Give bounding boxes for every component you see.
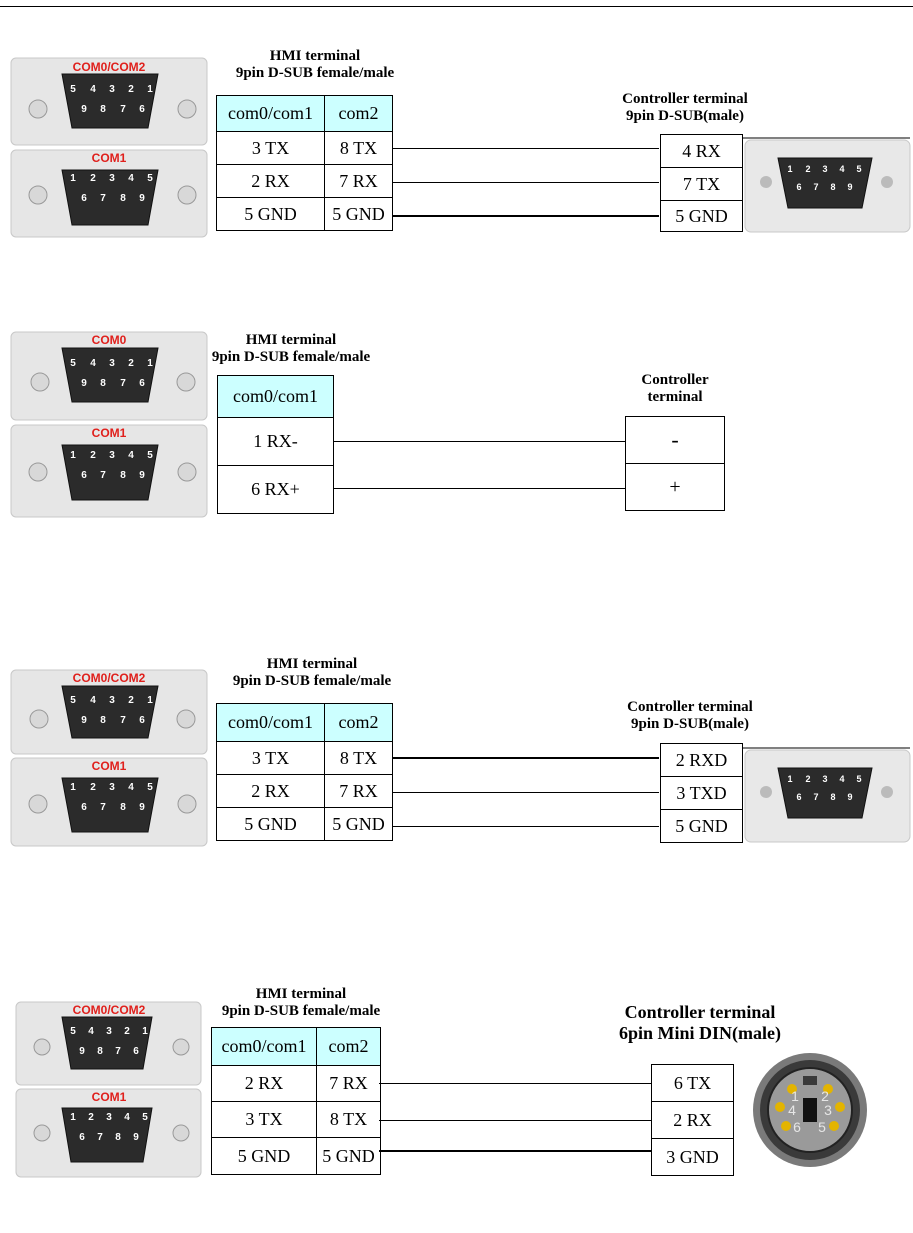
table-cell: 2 RX (652, 1102, 734, 1139)
table-cell: 5 GND (325, 808, 393, 841)
port-label-com0-com2: COM0/COM2 (72, 671, 146, 685)
pin-label: 6 (79, 1132, 85, 1143)
pin-label: 9 (847, 792, 853, 802)
column-header: com0/com1 (212, 1028, 317, 1066)
table-cell: 3 TX (212, 1102, 317, 1138)
hmi-terminal-title (207, 656, 417, 690)
pin-label: 8 (97, 1046, 103, 1057)
pin-label: 8 (100, 104, 106, 115)
column-header: com0/com1 (217, 96, 325, 132)
pin-label: 6 (81, 193, 87, 204)
hmi-pin-table (216, 703, 393, 841)
mini-din-connector (753, 1053, 867, 1167)
pin-label: 4 (128, 782, 134, 793)
wire (393, 826, 659, 827)
pin-label: 5 (856, 164, 862, 174)
table-cell: 7 TX (661, 168, 743, 201)
wiring-diagram-2 (0, 320, 913, 530)
pin-label: 2 (90, 173, 96, 184)
pin-label: 7 (100, 802, 106, 813)
pin-label: 2 (128, 84, 134, 95)
pin-label: 4 (88, 1026, 94, 1037)
pin-label: 2 (128, 695, 134, 706)
title-line: Controller terminal (622, 91, 748, 107)
table-cell: 7 RX (317, 1066, 381, 1102)
wiring-diagram-3 (0, 650, 913, 860)
pin-label: 2 (805, 774, 811, 784)
pin-label: 3 (109, 173, 115, 184)
pin-label: 7 (115, 1046, 121, 1057)
port-label-com0: COM0 (91, 333, 127, 347)
pin-label: 7 (100, 193, 106, 204)
pin-label: 4 (839, 774, 845, 784)
pin-label: 9 (79, 1046, 85, 1057)
title-line: 9pin D-SUB female/male (232, 673, 392, 689)
pin-label: 2 (128, 358, 134, 369)
pin-label: 2 (90, 782, 96, 793)
wire (333, 488, 625, 489)
port-label-com1: COM1 (91, 151, 127, 165)
wire (393, 792, 659, 793)
table-cell: 5 GND (317, 1138, 381, 1175)
controller-pin-table (660, 134, 743, 232)
wire (393, 182, 659, 183)
table-cell: 6 TX (652, 1065, 734, 1102)
table-cell: + (626, 464, 725, 511)
table-cell: 2 RX (212, 1066, 317, 1102)
controller-terminal-title (600, 91, 770, 125)
table-cell: 5 GND (212, 1138, 317, 1175)
hmi-connector-pair (0, 0, 913, 250)
pin-label: 9 (81, 378, 87, 389)
table-cell: 4 RX (661, 135, 743, 168)
table-cell: 8 TX (317, 1102, 381, 1138)
pin-label: 1 (787, 774, 793, 784)
pin-label: 8 (100, 715, 106, 726)
pin-label: 1 (787, 164, 793, 174)
pin-label: 6 (81, 802, 87, 813)
pin-label: 8 (115, 1132, 121, 1143)
table-cell: 5 GND (217, 808, 325, 841)
column-header: com2 (325, 704, 393, 742)
pin-label: 7 (120, 104, 126, 115)
column-header: com2 (317, 1028, 381, 1066)
controller-pin-table (625, 416, 725, 511)
pin-label: 4 (90, 84, 96, 95)
pin-label: 3 (822, 774, 828, 784)
title-line: HMI terminal (255, 986, 347, 1002)
pin-label: 6 (81, 470, 87, 481)
pin-label: 3 (109, 782, 115, 793)
pin-label: 3 (106, 1026, 112, 1037)
pin-label: 6 (796, 182, 802, 192)
pin-label: 7 (120, 715, 126, 726)
wire (393, 215, 659, 217)
pin-label: 2 (88, 1112, 94, 1123)
pin-label: 8 (120, 470, 126, 481)
controller-terminal-title (605, 699, 775, 733)
pin-label: 8 (100, 378, 106, 389)
pin-label: 9 (81, 104, 87, 115)
pin-label: 3 (109, 358, 115, 369)
table-cell: 7 RX (325, 165, 393, 198)
pin-label: 5 (147, 782, 153, 793)
pin-label: 5 (818, 1119, 826, 1135)
pin-label: 9 (81, 715, 87, 726)
pin-label: 9 (133, 1132, 139, 1143)
column-header: com0/com1 (217, 704, 325, 742)
pin-label: 8 (830, 792, 836, 802)
wire (393, 757, 659, 759)
table-cell: 2 RX (217, 775, 325, 808)
hmi-pin-table (211, 1027, 381, 1175)
pin-label: 5 (70, 1026, 76, 1037)
column-header: com2 (325, 96, 393, 132)
pin-label: 3 (109, 84, 115, 95)
table-cell: 5 GND (325, 198, 393, 231)
pin-label: 1 (791, 1088, 799, 1104)
pin-label: 7 (813, 792, 819, 802)
port-label-com1: COM1 (91, 426, 127, 440)
hmi-connector-pair (0, 650, 913, 860)
title-line: HMI terminal (269, 48, 361, 64)
pin-label: 6 (139, 715, 145, 726)
table-cell: 3 TX (217, 742, 325, 775)
table-cell: 5 GND (661, 810, 743, 843)
pin-label: 2 (124, 1026, 130, 1037)
title-line: 9pin D-SUB female/male (221, 1003, 381, 1019)
wire (333, 441, 625, 442)
title-line: Controller (641, 372, 709, 388)
table-cell: 1 RX- (218, 418, 334, 466)
table-cell: 5 GND (217, 198, 325, 231)
table-cell: - (626, 417, 725, 464)
pin-label: 3 (106, 1112, 112, 1123)
title-line: HMI terminal (245, 332, 337, 348)
pin-label: 9 (139, 802, 145, 813)
title-line: 9pin D-SUB(male) (631, 716, 749, 732)
pin-label: 8 (120, 193, 126, 204)
pin-label: 1 (70, 782, 76, 793)
controller-terminal-title (600, 372, 750, 406)
pin-label: 4 (839, 164, 845, 174)
pin-label: 5 (70, 358, 76, 369)
pin-label: 3 (822, 164, 828, 174)
column-header: com0/com1 (218, 376, 334, 418)
port-label-com0-com2: COM0/COM2 (72, 60, 146, 74)
table-cell: 2 RXD (661, 744, 743, 777)
pin-label: 3 (109, 450, 115, 461)
pin-label: 5 (70, 695, 76, 706)
hmi-terminal-title (196, 986, 406, 1020)
pin-label: 6 (139, 104, 145, 115)
table-cell: 8 TX (325, 742, 393, 775)
pin-label: 4 (90, 695, 96, 706)
title-line: 9pin D-SUB(male) (626, 108, 744, 124)
wire (379, 1083, 651, 1084)
pin-label: 8 (120, 802, 126, 813)
pin-label: 5 (142, 1112, 148, 1123)
wire (393, 148, 659, 149)
pin-label: 2 (805, 164, 811, 174)
pin-label: 5 (70, 84, 76, 95)
pin-label: 9 (847, 182, 853, 192)
hmi-pin-table (216, 95, 393, 231)
pin-label: 1 (142, 1026, 148, 1037)
title-line: Controller terminal (627, 699, 753, 715)
port-label-com0-com2: COM0/COM2 (72, 1003, 146, 1017)
pin-label: 3 (109, 695, 115, 706)
pin-label: 4 (128, 173, 134, 184)
pin-label: 4 (124, 1112, 130, 1123)
port-label-com1: COM1 (91, 1090, 127, 1104)
pin-label: 4 (128, 450, 134, 461)
hmi-pin-table (217, 375, 334, 514)
controller-pin-table (660, 743, 743, 843)
pin-label: 1 (147, 358, 153, 369)
controller-pin-table (651, 1064, 734, 1176)
pin-label: 6 (139, 378, 145, 389)
title-line: 9pin D-SUB female/male (235, 65, 395, 81)
pin-label: 1 (70, 1112, 76, 1123)
pin-label: 9 (139, 193, 145, 204)
hmi-terminal-title (210, 48, 420, 82)
hmi-connector-pair (0, 320, 913, 530)
wire (379, 1150, 651, 1152)
pin-label: 2 (90, 450, 96, 461)
pin-label: 6 (793, 1119, 801, 1135)
pin-label: 9 (139, 470, 145, 481)
table-cell: 3 TXD (661, 777, 743, 810)
pin-label: 5 (147, 173, 153, 184)
pin-label: 1 (147, 695, 153, 706)
pin-label: 6 (796, 792, 802, 802)
table-cell: 7 RX (325, 775, 393, 808)
table-cell: 3 GND (652, 1139, 734, 1176)
port-label-com1: COM1 (91, 759, 127, 773)
pin-label: 5 (147, 450, 153, 461)
pin-label: 4 (788, 1102, 796, 1118)
pin-label: 7 (813, 182, 819, 192)
title-line: HMI terminal (266, 656, 358, 672)
table-cell: 2 RX (217, 165, 325, 198)
title-line: 6pin Mini DIN(male) (619, 1023, 781, 1043)
pin-label: 1 (147, 84, 153, 95)
table-cell: 5 GND (661, 201, 743, 232)
hmi-terminal-title (186, 332, 396, 366)
pin-label: 7 (100, 470, 106, 481)
pin-label: 8 (830, 182, 836, 192)
pin-label: 3 (824, 1102, 832, 1118)
title-line: Controller terminal (624, 1002, 776, 1022)
table-cell: 8 TX (325, 132, 393, 165)
controller-terminal-title (600, 1002, 800, 1044)
pin-label: 4 (90, 358, 96, 369)
wiring-diagram-4 (0, 975, 913, 1205)
table-cell: 3 TX (217, 132, 325, 165)
pin-label: 2 (821, 1088, 829, 1104)
pin-label: 7 (120, 378, 126, 389)
table-cell: 6 RX+ (218, 466, 334, 514)
title-line: 9pin D-SUB female/male (211, 349, 371, 365)
pin-label: 6 (133, 1046, 139, 1057)
pin-label: 1 (70, 173, 76, 184)
title-line: terminal (647, 389, 703, 405)
pin-label: 1 (70, 450, 76, 461)
wire (379, 1120, 651, 1121)
wiring-diagram-1 (0, 0, 913, 250)
pin-label: 5 (856, 774, 862, 784)
pin-label: 7 (97, 1132, 103, 1143)
